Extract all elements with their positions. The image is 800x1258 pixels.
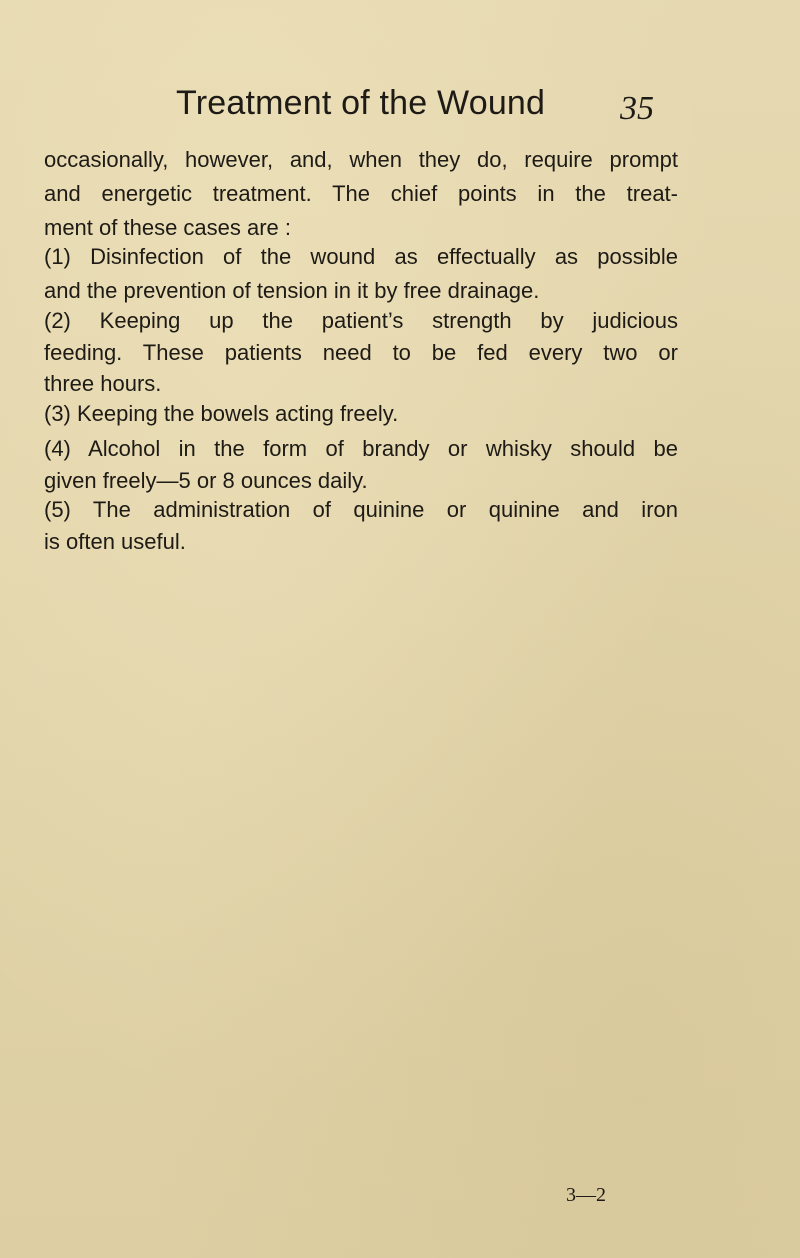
- body-line: is often useful.: [44, 529, 186, 554]
- body-line: and energetic treatment. The chief points in the treat-: [44, 181, 678, 206]
- body-line: feeding. These patients need to be fed every two or: [44, 340, 678, 365]
- body-line: occasionally, however, and, when they do, require prompt: [44, 147, 678, 172]
- body-line: three hours.: [44, 371, 162, 396]
- signature-mark: 3—2: [566, 1184, 606, 1206]
- body-line: given freely—5 or 8 ounces daily.: [44, 468, 368, 493]
- body-line: (1) Disinfection of the wound as effectually as possible: [44, 244, 678, 269]
- body-line: ment of these cases are :: [44, 215, 292, 240]
- body-line: (4) Alcohol in the form of brandy or whisky should be: [44, 436, 678, 461]
- running-head: Treatment of the Wound: [176, 84, 546, 122]
- body-line: (3) Keeping the bowels acting freely.: [44, 401, 399, 426]
- body-line: (5) The administration of quinine or quinine and iron: [44, 497, 678, 522]
- body-line: and the prevention of tension in it by free drainage.: [44, 278, 540, 303]
- body-line: (2) Keeping up the patient’s strength by judicious: [44, 308, 678, 333]
- page-number: 35: [620, 90, 654, 127]
